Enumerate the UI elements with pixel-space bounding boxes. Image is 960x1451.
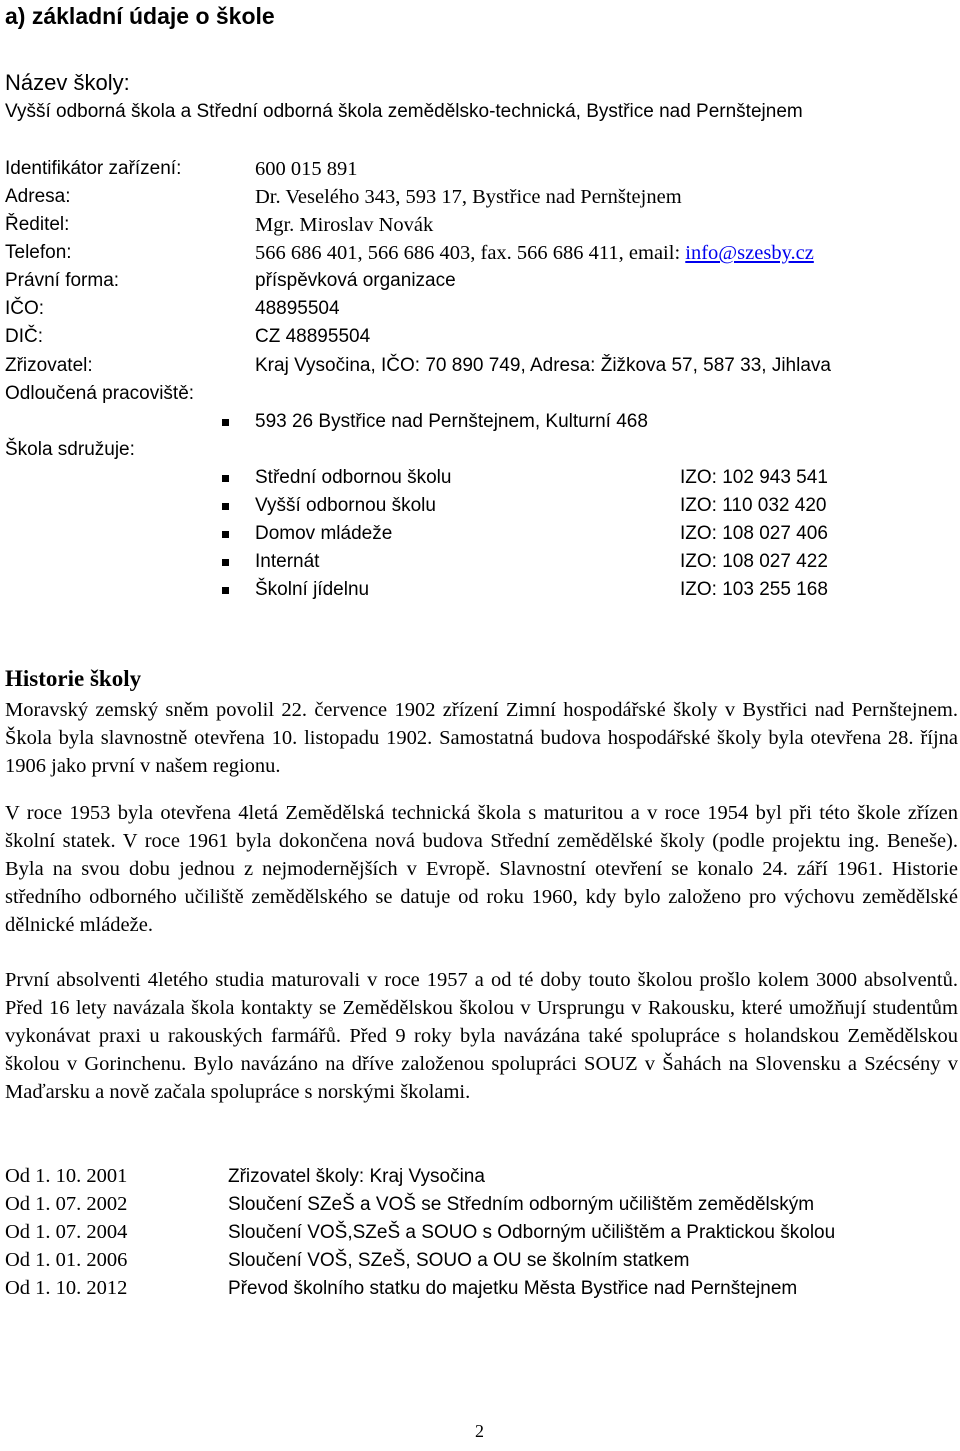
director-value: Mgr. Miroslav Novák	[255, 214, 434, 236]
school-name: Vyšší odborná škola a Střední odborná škola zemědělsko-technická, Bystřice nad Pernštejnem	[5, 101, 803, 122]
branch-value: 593 26 Bystřice nad Pernštejnem, Kulturní 468	[255, 411, 648, 432]
legal-form-label: Právní forma:	[5, 270, 120, 291]
id-label: Identifikátor zařízení:	[5, 158, 182, 179]
bullet-icon	[222, 419, 229, 426]
timeline-date: Od 1. 01. 2006	[5, 1249, 128, 1271]
unit-izo: IZO: 108 027 406	[680, 523, 828, 544]
unit-name: Internát	[255, 551, 320, 572]
school-name-label: Název školy:	[5, 70, 130, 95]
page-number: 2	[475, 1421, 484, 1441]
id-value: 600 015 891	[255, 158, 358, 180]
dic-value: CZ 48895504	[255, 326, 371, 347]
timeline-date: Od 1. 07. 2002	[5, 1193, 128, 1215]
timeline-event: Sloučení VOŠ,SZeŠ a SOUO s Odborným učilištěm a Praktickou školou	[228, 1222, 836, 1243]
phone-label: Telefon:	[5, 242, 72, 263]
timeline-event: Sloučení VOŠ, SZeŠ, SOUO a OU se školním statkem	[228, 1250, 690, 1271]
address-label: Adresa:	[5, 186, 71, 207]
ico-label: IČO:	[5, 298, 45, 319]
paragraph-text: V roce 1953 byla otevřena 4letá Zemědělská technická škola s maturitou a v roce 1954 byl při této škole zřízen školní statek. V roce 1961 byla dokončena nová budova Střední zemědělské školy (podle projektu ing. Beneše). Byla na svou dobu jednou z nejmodernějších v Evropě. Slavnostní otevření se konalo 24. září 1961. Historie středního odborného učiliště zemědělského se datuje od roku 1960, kdy bylo založeno pro výchovu zemědělské dělnické mládeže.	[5, 802, 958, 936]
unit-name: Vyšší odbornou školu	[255, 495, 436, 516]
phone-value	[255, 243, 814, 264]
unit-izo: IZO: 110 032 420	[680, 495, 827, 516]
paragraph-text: Moravský zemský sněm povolil 22. července 1902 zřízení Zimní hospodářské školy v Bystřici nad Pernštejnem. Škola byla slavnostně otevřena 10. listopadu 1902. Samostatná budova hospodářské školy byla otevřena 28. října 1906 jako první v našem regionu.	[5, 699, 958, 777]
unit-name: Domov mládeže	[255, 523, 393, 544]
bullet-icon	[222, 503, 229, 510]
unit-name: Školní jídelnu	[255, 579, 370, 600]
history-paragraph-2	[5, 799, 958, 939]
bullet-icon	[222, 531, 229, 538]
bullet-icon	[222, 559, 229, 566]
section-heading: a) základní údaje o škole	[5, 3, 275, 29]
unit-name: Střední odbornou školu	[255, 467, 452, 488]
founder-value: Kraj Vysočina, IČO: 70 890 749, Adresa: Žižkova 57, 587 33, Jihlava	[255, 355, 831, 376]
director-label: Ředitel:	[5, 214, 70, 235]
timeline-event: Sloučení SZeŠ a VOŠ se Středním odborným učilištěm zemědělským	[228, 1194, 815, 1215]
address-value: Dr. Veselého 343, 593 17, Bystřice nad Pernštejnem	[255, 186, 682, 208]
timeline-date: Od 1. 07. 2004	[5, 1221, 128, 1243]
bullet-icon	[222, 475, 229, 482]
ico-value: 48895504	[255, 298, 340, 319]
branch-label: Odloučená pracoviště:	[5, 383, 195, 404]
timeline-event: Zřizovatel školy: Kraj Vysočina	[228, 1166, 485, 1187]
units-label: Škola sdružuje:	[5, 439, 135, 460]
bullet-icon	[222, 587, 229, 594]
paragraph-text: První absolventi 4letého studia maturovali v roce 1957 a od té doby touto školou prošlo kolem 3000 absolventů. Před 16 lety navázala škola kontakty se Zemědělskou školou v Ursprungu v Rakousku, které umožňují studentům vykonávat praxi u rakouských farmářů. Před 9 roky byla navázána také spolupráce s holandskou Zemědělskou školou v Gorinchenu. Bylo navázáno na dříve založenou spolupráci SOUZ v Šahách na Slovensku a Szécsény v Maďarsku a nově začala spolupráce s norskými školami.	[5, 969, 958, 1103]
phone-text: 566 686 401, 566 686 403, fax. 566 686 411, email:	[255, 242, 686, 264]
unit-izo: IZO: 103 255 168	[680, 579, 828, 600]
timeline-date: Od 1. 10. 2012	[5, 1277, 128, 1299]
founder-label: Zřizovatel:	[5, 355, 93, 376]
history-heading: Historie školy	[5, 666, 142, 691]
timeline-event: Převod školního statku do majetku Města Bystřice nad Pernštejnem	[228, 1278, 798, 1299]
history-paragraph-3	[5, 966, 958, 1106]
legal-form-value: příspěvková organizace	[255, 270, 456, 291]
history-paragraph-1	[5, 696, 958, 780]
email-link[interactable]: info@szesby.cz	[685, 242, 814, 264]
unit-izo: IZO: 102 943 541	[680, 467, 828, 488]
timeline-date: Od 1. 10. 2001	[5, 1165, 128, 1187]
unit-izo: IZO: 108 027 422	[680, 551, 828, 572]
dic-label: DIČ:	[5, 326, 43, 347]
